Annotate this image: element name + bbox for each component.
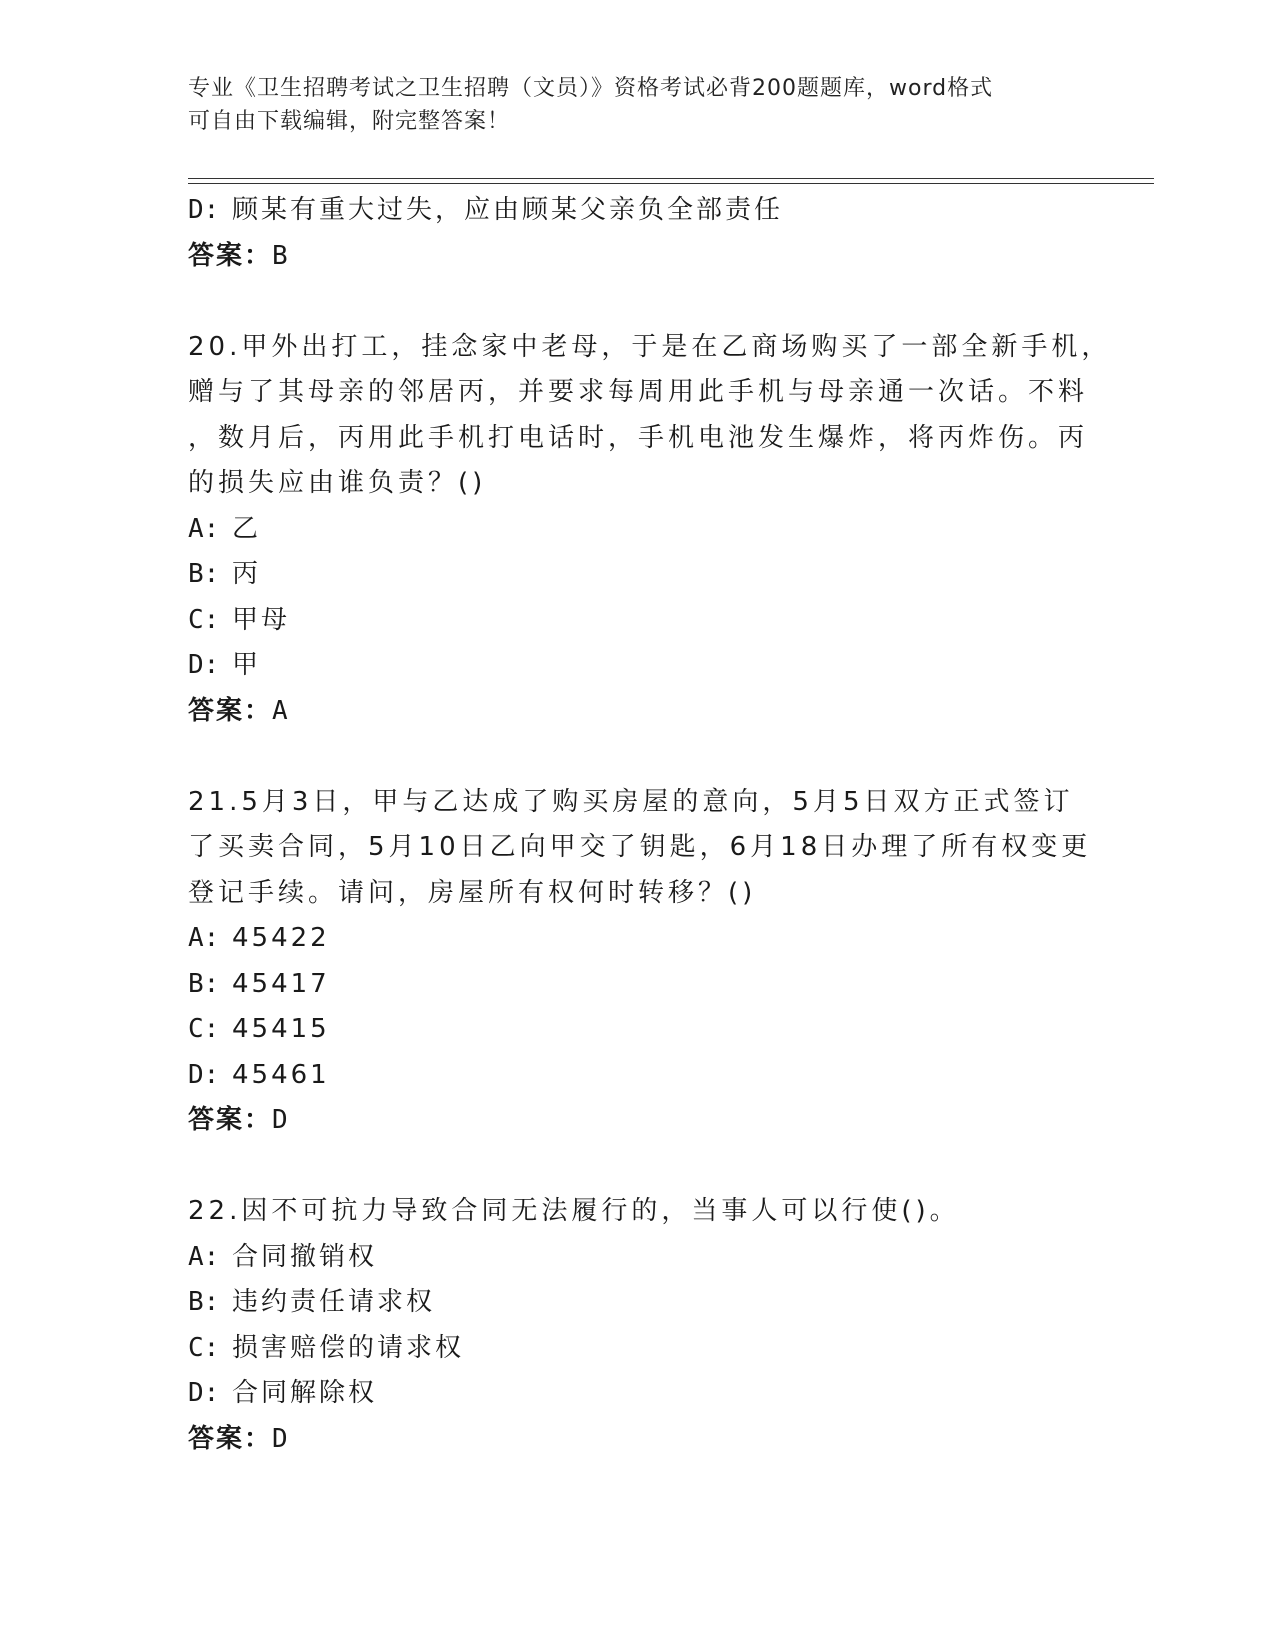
option-letter: A: xyxy=(188,1241,220,1272)
option-text: 45415 xyxy=(232,1014,330,1044)
option-a xyxy=(188,916,1088,962)
option-letter: C: xyxy=(188,604,220,635)
option-letter: D: xyxy=(188,1059,220,1090)
question-text-line: ，数月后，丙用此手机打电话时，手机电池发生爆炸，将丙炸伤。丙 xyxy=(188,422,1089,453)
option-d xyxy=(188,643,1088,689)
option-text: 45422 xyxy=(232,923,330,953)
spacer xyxy=(188,279,1088,325)
option-letter: B: xyxy=(188,1287,220,1317)
option-text: 乙 xyxy=(232,513,262,544)
option-text: 合同撤销权 xyxy=(232,1241,378,1272)
option-text: 45417 xyxy=(232,968,330,999)
question-22 xyxy=(188,1189,1088,1462)
question-text-line: 赠与了其母亲的邻居丙，并要求每周用此手机与母亲通一次话。不料 xyxy=(188,377,1089,407)
answer xyxy=(188,1098,1088,1144)
option-letter: D: xyxy=(188,650,220,680)
option-text: 丙 xyxy=(232,559,262,589)
answer-value: A xyxy=(272,695,288,726)
header-divider-bottom xyxy=(188,183,1154,184)
option-c xyxy=(188,1007,1088,1053)
option-letter: A: xyxy=(188,923,220,953)
answer-label: 答案： xyxy=(188,1105,273,1135)
spacer xyxy=(188,1144,1088,1190)
option-letter: D: xyxy=(188,1378,220,1408)
question-text-line: 20.甲外出打工，挂念家中老母，于是在乙商场购买了一部全新手机， xyxy=(188,331,1112,362)
option-b xyxy=(188,962,1088,1008)
answer-value: D xyxy=(272,1423,288,1454)
question-text-line: 登记手续。请问，房屋所有权何时转移？() xyxy=(188,877,757,908)
option-letter: C: xyxy=(188,1332,220,1363)
option-text: 合同解除权 xyxy=(232,1378,378,1408)
option-text: 顾某有重大过失，应由顾某父亲负全部责任 xyxy=(232,195,784,225)
answer-label: 答案： xyxy=(188,240,273,271)
option-text: 45461 xyxy=(232,1059,330,1090)
option-b xyxy=(188,552,1088,598)
option-b xyxy=(188,1280,1088,1326)
prev-answer xyxy=(188,234,1088,280)
header-line-2: 可自由下载编辑，附完整答案！ xyxy=(188,109,511,134)
question-text-line: 21.5月3日，甲与乙达成了购买房屋的意向，5月5日双方正式签订 xyxy=(188,786,1074,817)
answer xyxy=(188,1417,1088,1463)
spacer xyxy=(188,734,1088,780)
option-a xyxy=(188,507,1088,553)
answer xyxy=(188,689,1088,735)
answer-label: 答案： xyxy=(188,1423,273,1454)
option-text: 损害赔偿的请求权 xyxy=(232,1332,465,1363)
prev-option-d xyxy=(188,188,1088,234)
option-letter: D: xyxy=(188,195,220,225)
answer-value: B xyxy=(272,240,288,271)
question-21 xyxy=(188,780,1092,1144)
answer-value: D xyxy=(272,1105,288,1135)
answer-label: 答案： xyxy=(188,695,273,726)
option-text: 甲 xyxy=(232,650,262,680)
option-d xyxy=(188,1371,1088,1417)
question-text-line: 22.因不可抗力导致合同无法履行的，当事人可以行使()。 xyxy=(188,1196,960,1226)
option-c xyxy=(188,598,1088,644)
header-divider-top xyxy=(188,178,1154,179)
header-line-1: 专业《卫生招聘考试之卫生招聘（文员）》资格考试必背200题题库，word格式 xyxy=(188,76,994,101)
option-letter: A: xyxy=(188,513,220,544)
option-a xyxy=(188,1235,1088,1281)
option-letter: C: xyxy=(188,1014,220,1044)
document-header xyxy=(188,72,1088,138)
option-letter: B: xyxy=(188,559,220,589)
option-d xyxy=(188,1053,1088,1099)
option-c xyxy=(188,1326,1088,1372)
question-text-line: 的损失应由谁负责？() xyxy=(188,468,487,498)
option-text: 违约责任请求权 xyxy=(232,1287,436,1317)
question-content xyxy=(188,188,1112,1462)
question-text-line: 了买卖合同，5月10日乙向甲交了钥匙，6月18日办理了所有权变更 xyxy=(188,832,1092,862)
option-text: 甲母 xyxy=(232,604,291,635)
question-20 xyxy=(188,325,1112,735)
option-letter: B: xyxy=(188,968,220,999)
